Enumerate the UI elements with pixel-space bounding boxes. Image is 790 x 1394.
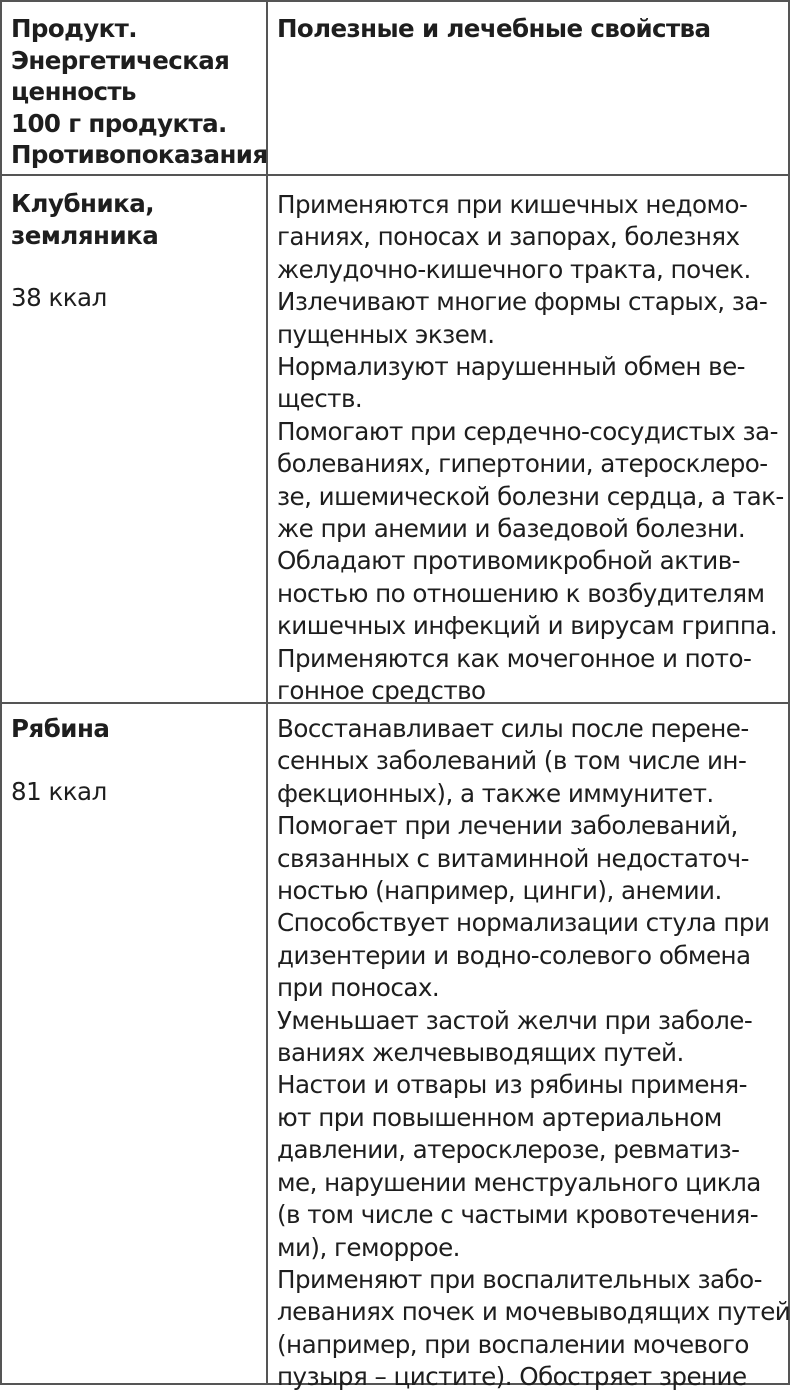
- header-cell-properties: [270, 2, 788, 174]
- product-name: Клубника,: [11, 189, 155, 218]
- product-cell: [2, 704, 268, 1383]
- product-name: земляника: [11, 220, 159, 250]
- properties-text: Восстанавливает силы после перене- сенных заболеваний (в том числе ин- фекционных), а также иммунитет. Помогает при лечении заболеваний, связанных с витаминной недостаточ- ностью (например, цинги), анемии. Способствует нормализации стула при дизентерии и водно-солевого обмена при поносах. Уменьшает застой желчи при заболе- ваниях желчевыводящих путей. Настои и отвары из рябины применя- ют при повышенном артериальном давлении, атеросклерозе, ревматиз- ме, нарушении менструального цикла (в том числе с частыми кровотечения- ми), геморрое. Применяют при воспалительных забо- леваниях почек и мочевыводящих путей (например, при воспалении мочевого пузыря – цистите). Обостряет зрение: [277, 714, 790, 1392]
- header-product-label: Продукт. Энергетическая ценность 100 г продукта. Противопоказания: [11, 14, 268, 169]
- header-cell-product: [2, 2, 268, 174]
- properties-text: Применяются при кишечных недомо- ганиях, поносах и запорах, болезнях желудочно-кишечного тракта, почек. Излечивают многие формы старых, за- пущенных экзем. Нормализуют нарушенный обмен ве- ществ. Помогают при сердечно-сосудистых за- болеваниях, гипертонии, атеросклеро- зе, ишемической болезни сердца, а так- же при анемии и базедовой болезни. Обладают противомикробной актив- ностью по отношению к возбудителям кишечных инфекций и вирусам гриппа. Применяются как мочегонное и пото- гонное средство: [277, 190, 784, 706]
- product-kcal: 81 ккал: [11, 776, 107, 806]
- properties-cell: [270, 176, 788, 706]
- properties-cell: [270, 704, 790, 1392]
- product-cell: [2, 176, 268, 702]
- product-kcal: 38 ккал: [11, 283, 107, 312]
- product-name: Рябина: [11, 714, 110, 743]
- header-properties-label: Полезные и лечебные свойства: [277, 14, 711, 43]
- table-header-row: [2, 2, 788, 174]
- table-row-strawberry: [2, 174, 788, 706]
- table-row-rowan: [2, 702, 790, 1392]
